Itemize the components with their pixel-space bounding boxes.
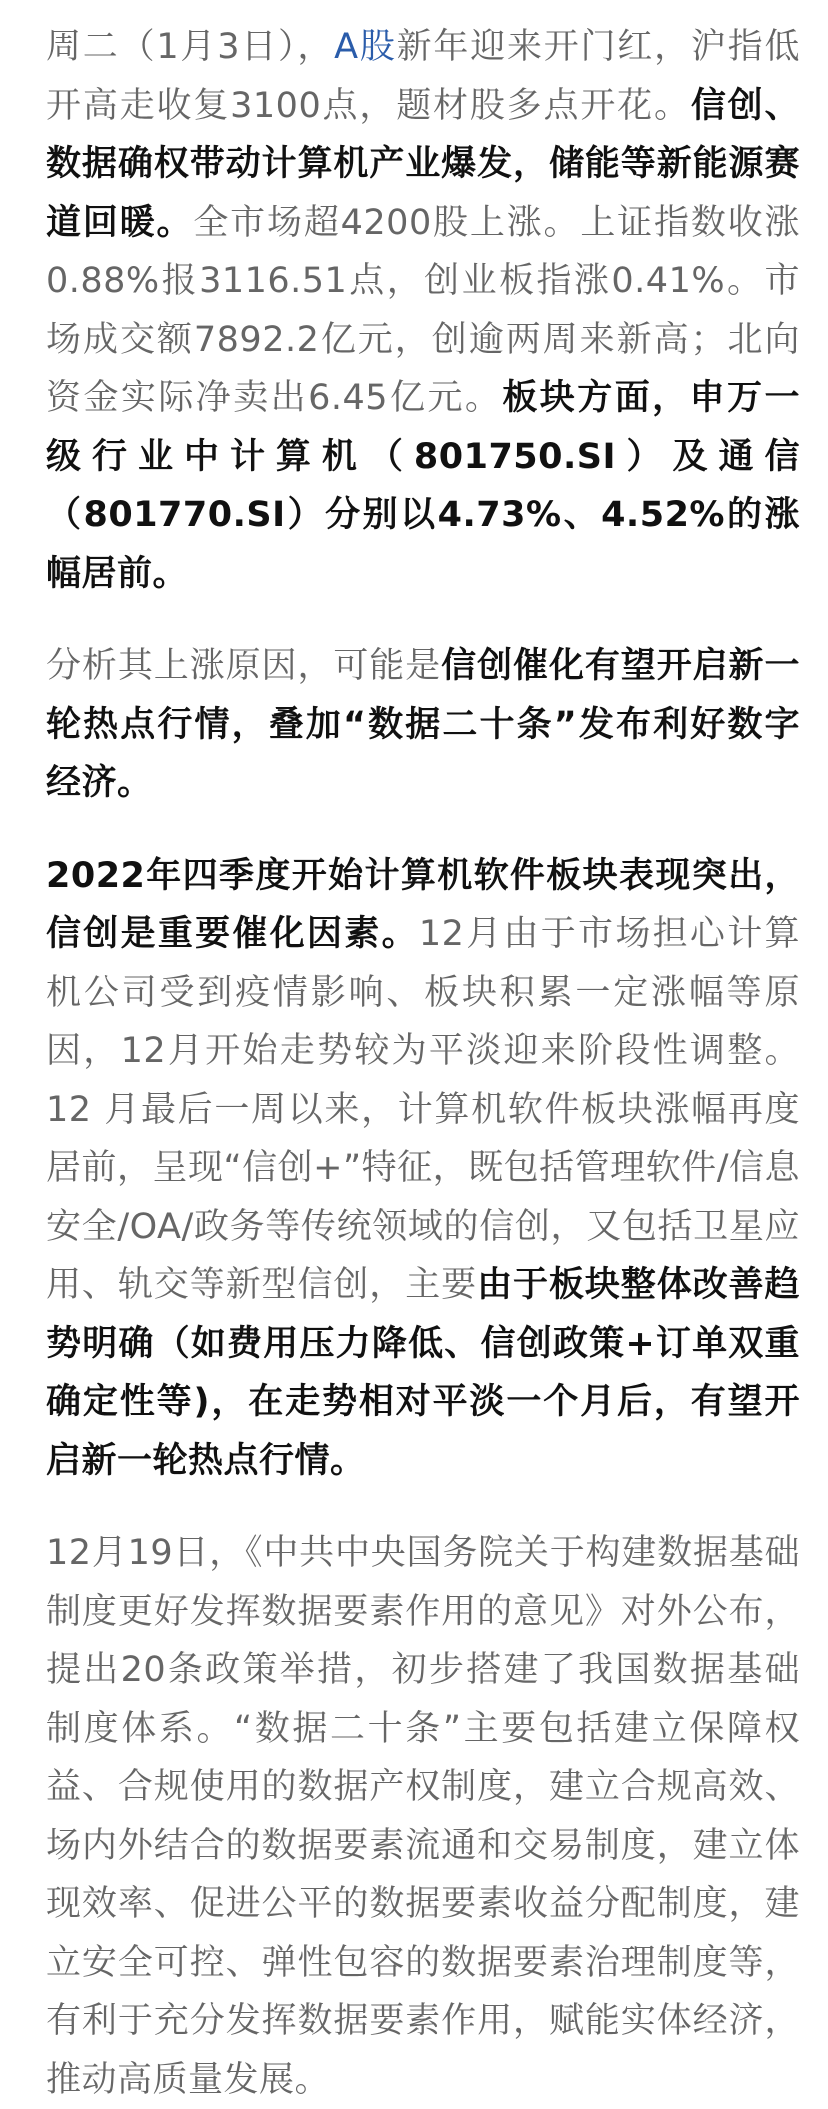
bold-highlight: 信创催化有望开启新一轮热点行情，叠加“数据二十条”发布利好数字经济。	[46, 646, 800, 803]
text-segment: 分析其上涨原因，可能是	[46, 646, 442, 686]
text-segment: 全市场超4200股上涨。上证指数收涨0.88%报3116.51点，创业板指涨0.41%。市场成交额7892.2亿元，创逾两周来新高；北向资金实际净卖出6.45亿元。	[46, 202, 800, 418]
a-share-link[interactable]: A股	[334, 27, 397, 67]
bold-highlight: 由于板块整体改善趋势明确（如费用压力降低、信创政策+订单双重确定性等)，在走势相对平淡一个月后，有望开启新一轮热点行情。	[46, 1265, 800, 1481]
text-segment: 周二（1月3日），	[46, 27, 335, 67]
paragraph-market-summary	[46, 18, 800, 603]
text-segment: 12月由于市场担心计算机公司受到疫情影响、板块积累一定涨幅等原因，12月开始走势较为平淡迎来阶段性调整。12 月最后一周以来，计算机软件板块涨幅再度居前，呈现“信创+”特征，既包括管理软件/信息安全/OA/政务等传统领域的信创，又包括卫星应用、轨交等新型信创，主要	[46, 914, 800, 1305]
text-segment: 新年迎来开门红，沪指低开高走收复3100点，题材股多点开花。	[46, 27, 800, 126]
paragraph-software-sector	[46, 847, 800, 1491]
paragraph-reason-analysis	[46, 637, 800, 813]
bold-highlight: 2022年四季度开始计算机软件板块表现突出，信创是重要催化因素。	[46, 855, 800, 954]
bold-highlight: 信创、数据确权带动计算机产业爆发，储能等新能源赛道回暖。	[46, 85, 800, 243]
text-segment: 12月19日，《中共中央国务院关于构建数据基础制度更好发挥数据要素作用的意见》对外公布，提出20条政策举措，初步搭建了我国数据基础制度体系。“数据二十条”主要包括建立保障权益、合规使用的数据产权制度，建立合规高效、场内外结合的数据要素流通和交易制度，建立体现效率、促进公平的数据要素收益分配制度，建立安全可控、弹性包容的数据要素治理制度等，有利于充分发挥数据要素作用，赋能实体经济，推动高质量发展。	[46, 1533, 800, 2100]
paragraph-data-policy	[46, 1524, 800, 2109]
bold-highlight: 板块方面，申万一级行业中计算机（801750.SI）及通信（801770.SI）分别以4.73%、4.52%的涨幅居前。	[46, 378, 800, 594]
